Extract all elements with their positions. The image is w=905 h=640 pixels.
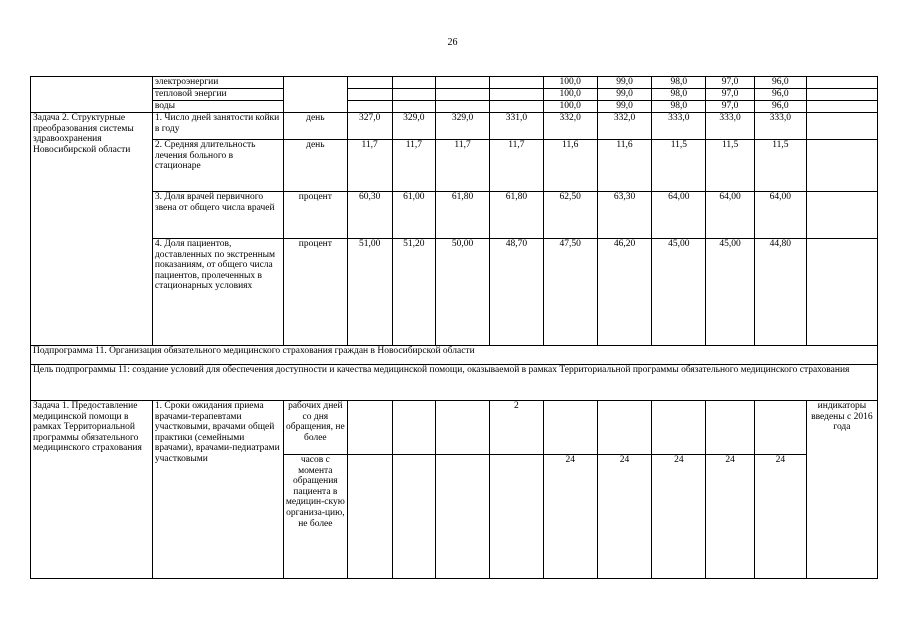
task-cell: Задача 2. Структурные преобразования системы здравоохранения Новосибирской области (31, 113, 153, 346)
value-cell: 333,0 (652, 113, 706, 140)
value-cell: 99,0 (597, 89, 652, 101)
value-cell: 45,00 (706, 239, 755, 346)
value-cell: 100,0 (543, 89, 597, 101)
value-cell: 100,0 (543, 101, 597, 113)
value-cell: 24 (543, 455, 597, 579)
value-cell: 11,7 (392, 140, 436, 192)
value-cell: 97,0 (706, 89, 755, 101)
table-row (31, 113, 878, 140)
page-number: 26 (447, 37, 458, 48)
value-cell: 11,5 (754, 140, 806, 192)
unit-cell: процент (283, 239, 347, 346)
value-cell: 98,0 (652, 101, 706, 113)
value-cell: 2 (489, 401, 543, 455)
value-cell: 48,70 (489, 239, 543, 346)
indicator-cell: 3. Доля врачей первичного звена от общего числа врачей (152, 192, 283, 239)
value-cell: 60,30 (347, 192, 392, 239)
value-cell: 62,50 (543, 192, 597, 239)
unit-cell-empty (283, 77, 347, 113)
value-cell: 98,0 (652, 77, 706, 89)
value-cell: 99,0 (597, 101, 652, 113)
table-row (31, 365, 878, 401)
value-cell: 11,7 (347, 140, 392, 192)
value-cell: 327,0 (347, 113, 392, 140)
table-row (31, 192, 878, 239)
value-cell: 64,00 (754, 192, 806, 239)
value-cell: 96,0 (754, 77, 806, 89)
value-cell: 97,0 (706, 77, 755, 89)
value-cell: 24 (652, 455, 706, 579)
indicator-cell: 1. Сроки ожидания приема врачами-терапевтами участковыми, врачами общей практики (семейными врачами), врачами-педиатрами участковыми (152, 401, 283, 579)
value-cell: 96,0 (754, 101, 806, 113)
indicator-cell: 1. Число дней занятости койки в году (152, 113, 283, 140)
value-cell: 24 (706, 455, 755, 579)
value-cell: 64,00 (652, 192, 706, 239)
indicator-cell: воды (152, 101, 283, 113)
indicator-cell: 4. Доля пациентов, доставленных по экстренным показаниям, от общего числа пациентов, пролеченных в стационарных условиях (152, 239, 283, 346)
value-cell: 332,0 (543, 113, 597, 140)
value-cell: 11,7 (436, 140, 490, 192)
table-row (31, 101, 878, 113)
value-cell: 332,0 (597, 113, 652, 140)
unit-cell: рабочих дней со дня обращения, не более (283, 401, 347, 455)
task-cell-empty (31, 77, 153, 113)
value-cell: 329,0 (392, 113, 436, 140)
value-cell: 61,80 (489, 192, 543, 239)
value-cell: 44,80 (754, 239, 806, 346)
value-cell: 24 (597, 455, 652, 579)
value-cell: 333,0 (706, 113, 755, 140)
table-row (31, 89, 878, 101)
indicators-table (30, 76, 878, 579)
value-cell: 333,0 (754, 113, 806, 140)
unit-cell: процент (283, 192, 347, 239)
table-row (31, 140, 878, 192)
task-cell: Задача 1. Предоставление медицинской помощи в рамках Территориальной программы обязательного медицинского страхования (31, 401, 153, 579)
value-cell: 24 (754, 455, 806, 579)
table-row (31, 239, 878, 346)
value-cell: 63,30 (597, 192, 652, 239)
value-cell: 329,0 (436, 113, 490, 140)
value-cell: 100,0 (543, 77, 597, 89)
value-cell: 11,7 (489, 140, 543, 192)
value-cell: 61,80 (436, 192, 490, 239)
value-cell: 45,00 (652, 239, 706, 346)
value-cell: 331,0 (489, 113, 543, 140)
table-row (31, 77, 878, 89)
value-cell: 51,20 (392, 239, 436, 346)
unit-cell: день (283, 113, 347, 140)
note-cell: индикаторы введены с 2016 года (806, 401, 877, 579)
unit-cell: день (283, 140, 347, 192)
value-cell: 96,0 (754, 89, 806, 101)
value-cell: 64,00 (706, 192, 755, 239)
indicator-cell: 2. Средняя длительность лечения больного в стационаре (152, 140, 283, 192)
value-cell: 61,00 (392, 192, 436, 239)
value-cell: 97,0 (706, 101, 755, 113)
value-cell: 11,5 (706, 140, 755, 192)
value-cell: 50,00 (436, 239, 490, 346)
value-cell: 11,5 (652, 140, 706, 192)
value-cell: 47,50 (543, 239, 597, 346)
table-row (31, 401, 878, 455)
indicator-cell: электроэнергии (152, 77, 283, 89)
unit-cell: часов с момента обращения пациента в медицин-скую организа-цию, не более (283, 455, 347, 579)
subprogram-goal: Цель подпрограммы 11: создание условий для обеспечения доступности и качества медицинской помощи, оказываемой в рамках Территориальной программы обязательного медицинского страхования (31, 365, 878, 401)
value-cell: 11,6 (543, 140, 597, 192)
table-row (31, 346, 878, 365)
value-cell: 46,20 (597, 239, 652, 346)
value-cell: 99,0 (597, 77, 652, 89)
value-cell: 98,0 (652, 89, 706, 101)
value-cell: 11,6 (597, 140, 652, 192)
indicator-cell: тепловой энергии (152, 89, 283, 101)
value-cell: 51,00 (347, 239, 392, 346)
subprogram-title: Подпрограмма 11. Организация обязательного медицинского страхования граждан в Новосибирской области (31, 346, 878, 365)
